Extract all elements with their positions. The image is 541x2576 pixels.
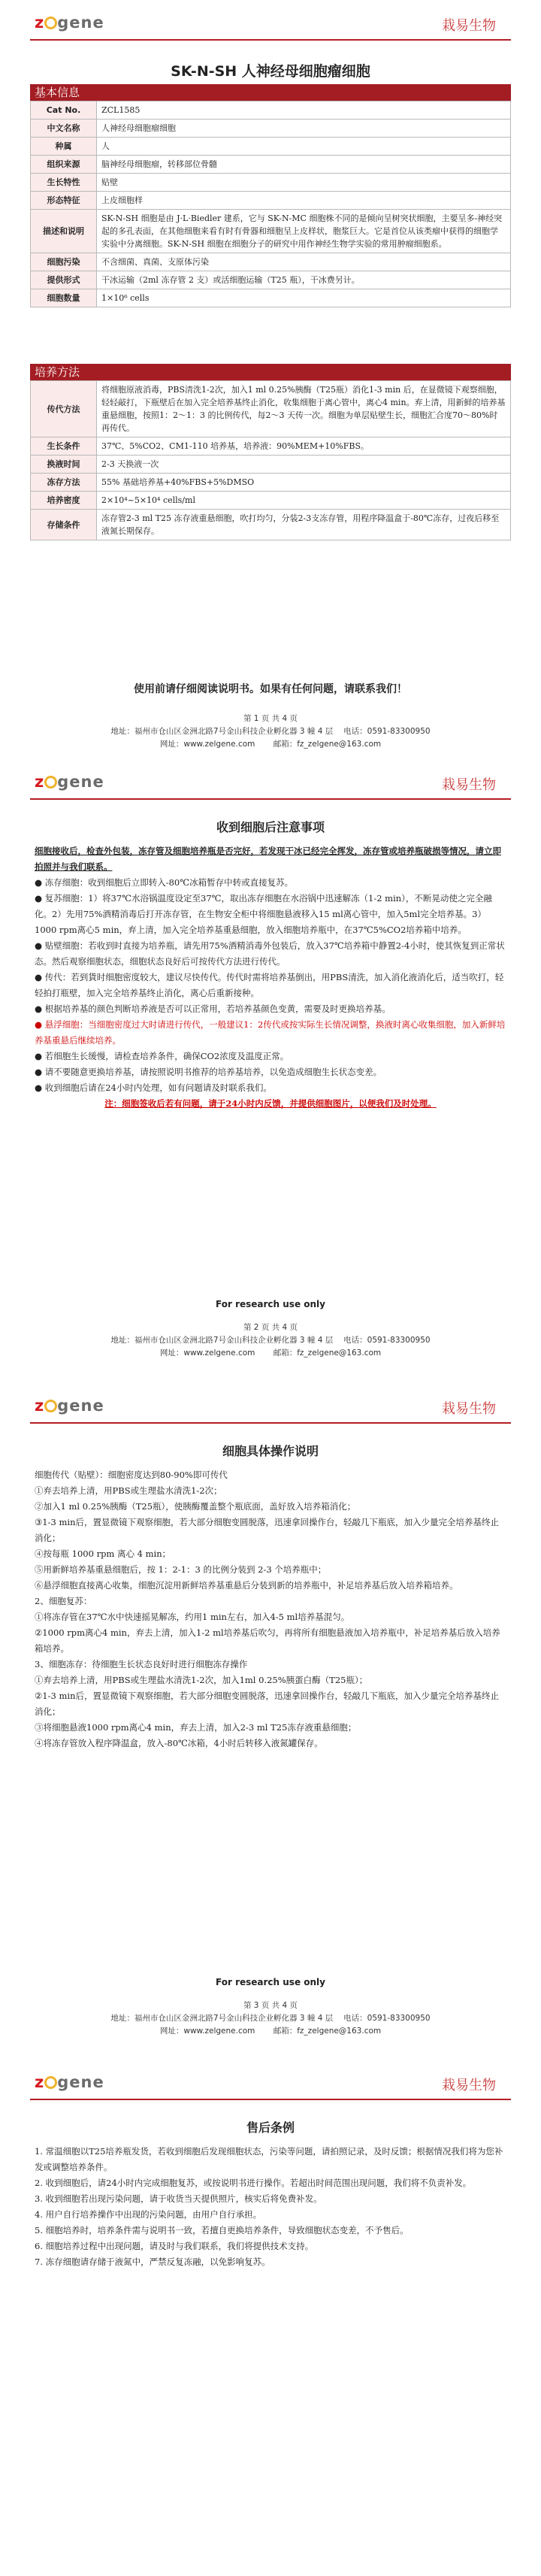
row-key: 生长特性 xyxy=(31,174,97,192)
page-number: 第 1 页 共 4 页 xyxy=(243,714,298,723)
op-line: ②加入1 ml 0.25%胰酶（T25瓶），使胰酶覆盖整个瓶底面，盖好放入培养箱消化； xyxy=(35,1501,356,1512)
row-key: 形态特征 xyxy=(31,192,97,210)
op-line: ①弃去培养上清，用PBS或生理盐水清洗1-2次； xyxy=(35,1485,222,1496)
row-key: 中文名称 xyxy=(31,120,97,138)
page-footer xyxy=(0,1321,541,1360)
section-basic-info: 基本信息 xyxy=(30,84,511,101)
page-number: 第 2 页 共 4 页 xyxy=(243,1323,298,1332)
table-row xyxy=(31,210,511,253)
research-use-only: For research use only xyxy=(216,1299,325,1309)
logo-ring-icon xyxy=(44,17,57,29)
notice-line: ● 收到细胞后请在24小时内处理，如有问题请及时联系我们。 xyxy=(35,1082,272,1093)
table-row xyxy=(31,101,511,120)
row-value: SK-N-SH 细胞是由 J·L·Biedler 建系，它与 SK-N-MC 细胞株不同的是倾向呈树突状细胞，主要呈多-神经突起的多孔表面，在其他细胞来看有时有骨器和细胞呈上皮样状，胞浆巨大。它是首位从该类瘤中获得的细胞学实验中分离细胞。SK-N-SH 细胞在细胞分子的研究中用作神经生物学实验的常用肿瘤细胞系。 xyxy=(97,210,511,253)
page-footer xyxy=(0,713,541,751)
header-divider xyxy=(30,39,511,41)
policy-line: 5. 细胞培养时，培养条件需与说明书一致，若擅自更换培养条件，导致细胞状态变差，不予售后。 xyxy=(35,2225,409,2235)
operation-body xyxy=(35,1467,506,1751)
policy-line: 4. 用户自行培养操作中出现的污染问题，由用户自行承担。 xyxy=(35,2209,262,2220)
after-sales-body xyxy=(35,2144,506,2270)
op-line: ①将冻存管在37℃水中快速摇晃解冻，约用1 min左右，加入4-5 ml培养基混匀。 xyxy=(35,1612,350,1622)
header-divider xyxy=(30,1422,511,1424)
notice-line: ● 传代：若到貨时细胞密度较大，建议尽快传代。传代时需将培养基倒出，用PBS清洗，加入消化液消化后，适当吹打，轻轻拍打瓶壁，加入完全培养基终止消化，离心后重新接种。 xyxy=(35,972,504,998)
page-2 xyxy=(0,759,541,1383)
row-value: 将细胞原液消毒，PBS清洗1-2次，加入1 ml 0.25%胰酶（T25瓶）消化1-3 min 后，在显微镜下观察细胞，轻轻敲打，下瓶壁后在加入完全培养基终止消化，收集细胞于离心管中，离心4 min。弃上清，用新鲜的培养基重悬细胞，按照1：2～1：3 的比例传代，每2～3 天传一次。细胞为单层贴壁生长，细胞汇合度70～80%时再传代。 xyxy=(97,381,511,437)
row-key: Cat No. xyxy=(31,101,97,120)
table-row xyxy=(31,271,511,289)
notice-line: ● 冻存细胞：收到细胞后立即转入-80℃冰箱暂存中转或直接复苏。 xyxy=(35,877,294,888)
logo-ring-icon xyxy=(44,1400,57,1412)
op-line: 2、细胞复苏： xyxy=(35,1596,92,1606)
row-value: 脑神经母细胞瘤，转移部位骨髓 xyxy=(97,156,511,174)
footer-address: 地址：福州市仓山区金洲北路7号金山科技企业孵化器 3 幢 4 层 电话：0591-83300950 xyxy=(110,1336,431,1345)
notice-line: ● 若细胞生长缓慢，请检查培养条件，确保CO2浓度及温度正常。 xyxy=(35,1051,289,1061)
page-header xyxy=(0,0,541,45)
row-key: 提供形式 xyxy=(31,271,97,289)
footer-web: 网址：www.zelgene.com 邮箱：fz_zelgene@163.com xyxy=(159,740,382,749)
page-header xyxy=(0,759,541,804)
section-culture-method: 培养方法 xyxy=(30,364,511,380)
brand-name: 栽易生物 xyxy=(442,2078,496,2093)
op-line: 细胞传代（贴壁）：细胞密度达到80-90%即可传代 xyxy=(35,1470,228,1480)
notice-line: ● 请不要随意更换培养基，请按照说明书推荐的培养基培养，以免造成细胞生长状态变差。 xyxy=(35,1067,382,1077)
culture-table xyxy=(30,380,511,540)
row-key: 存储条件 xyxy=(31,510,97,540)
op-line: ⑤用新鲜培养基重悬细胞后，按 1：2-1：3 的比例分装到 2-3 个培养瓶中； xyxy=(35,1564,327,1575)
table-row xyxy=(31,456,511,474)
page-title: 售后条例 xyxy=(246,2120,295,2135)
row-key: 培养密度 xyxy=(31,492,97,510)
footer-web: 网址：www.zelgene.com 邮箱：fz_zelgene@163.com xyxy=(159,1349,382,1358)
row-key: 种属 xyxy=(31,138,97,156)
row-value: 人 xyxy=(97,138,511,156)
brand-name: 栽易生物 xyxy=(442,777,496,793)
page-header xyxy=(0,2060,541,2105)
footer-web: 网址：www.zelgene.com 邮箱：fz_zelgene@163.com xyxy=(159,2027,382,2036)
notice-line: 细胞接收后，检查外包装，冻存管及细胞培养瓶是否完好，若发现干冰已经完全挥发，冻存管或培养瓶破损等情况，请立即拍照并与我们联系。 xyxy=(35,846,501,872)
table-row xyxy=(31,253,511,271)
notice-line: ● 复苏细胞：1）将37℃水浴锅温度设定至37℃，取出冻存细胞在水浴锅中迅速解冻（1-2 min），不断晃动使之完全融化。2）先用75%酒精消毒后打开冻存管，在生物安全柜中将细胞悬液移入15 ml离心管中，加入5ml完全培养基。3）1000 rpm离心5 min，弃上清，加入完全培养基重悬细胞，放入细胞培养瓶中，在37℃5%CO2培养箱中培养。 xyxy=(35,893,492,935)
header-divider xyxy=(30,798,511,800)
zelgene-logo: z gene xyxy=(35,773,104,791)
row-key: 细胞污染 xyxy=(31,253,97,271)
row-value: 冻存管2-3 ml T25 冻存液重悬细胞，吹打均匀，分装2-3支冻存管，用程序降温盒于-80℃冻存，过夜后移至液氮长期保存。 xyxy=(97,510,511,540)
zelgene-logo: z gene xyxy=(35,1397,104,1415)
row-value: 55% 基础培养基+40%FBS+5%DMSO xyxy=(97,474,511,492)
notice-line: ● 悬浮细胞：当细胞密度过大时请进行传代，一般建议1：2传代或按实际生长情况调整，换液时离心收集细胞，加入新鲜培养基重悬后继续培养。 xyxy=(35,1019,506,1046)
page-footer xyxy=(0,1999,541,2038)
research-use-only: For research use only xyxy=(216,1977,325,1987)
notice-line: ● 贴壁细胞：若收到时直接为培养瓶，请先用75%酒精消毒外包装后，放入37℃培养箱中静置2-4小时，使其恢复到正常状态。然后观察细胞状态，细胞状态良好后可按传代方法进行传代。 xyxy=(35,940,505,967)
row-value: 2-3 天换液一次 xyxy=(97,456,511,474)
op-line: ④按每瓶 1000 rpm 离心 4 min； xyxy=(35,1548,171,1559)
row-value: 2×10⁴~5×10⁴ cells/ml xyxy=(97,492,511,510)
table-row xyxy=(31,474,511,492)
logo-ring-icon xyxy=(44,2076,57,2089)
policy-line: 7. 冻存细胞请存储于液氮中，严禁反复冻融，以免影响复苏。 xyxy=(35,2257,270,2267)
page-header xyxy=(0,1383,541,1428)
table-row xyxy=(31,120,511,138)
table-row xyxy=(31,174,511,192)
op-line: ③将细胞悬液1000 rpm离心4 min，弃去上清，加入2-3 ml T25冻存液重悬细胞； xyxy=(35,1722,357,1733)
table-row xyxy=(31,381,511,437)
row-key: 组织来源 xyxy=(31,156,97,174)
row-value: 1×10⁶ cells xyxy=(97,289,511,307)
header-divider xyxy=(30,2099,511,2100)
notice-body xyxy=(35,843,506,1112)
table-row xyxy=(31,156,511,174)
policy-line: 3. 收到细胞若出现污染问题，请于收货当天提供照片，核实后将免费补发。 xyxy=(35,2193,322,2204)
op-line: ①弃去培养上清，用PBS或生理盐水清洗1-2次，加入1ml 0.25%胰蛋白酶（T25瓶）； xyxy=(35,1675,368,1685)
page-number: 第 3 页 共 4 页 xyxy=(243,2001,298,2010)
policy-line: 2. 收到细胞后，请24小时内完成细胞复苏，或按说明书进行操作。若超出时间范围出现问题，我们将不负责补发。 xyxy=(35,2178,472,2188)
row-value: 人神经母细胞瘤细胞 xyxy=(97,120,511,138)
table-row xyxy=(31,437,511,456)
brand-name: 栽易生物 xyxy=(442,1401,496,1417)
row-value: ZCL1585 xyxy=(97,101,511,120)
read-manual-note: 使用前请仔细阅读说明书。如果有任何问题，请联系我们！ xyxy=(134,683,407,695)
op-line: ④将冻存管放入程序降温盒，放入-80℃冰箱，4小时后转移入液氮罐保存。 xyxy=(35,1738,323,1748)
basic-info-table xyxy=(30,101,511,307)
page-title: 收到细胞后注意事项 xyxy=(216,820,325,834)
row-key: 描述和说明 xyxy=(31,210,97,253)
notice-line: ● 根据培养基的颜色判断培养液是否可以正常用，若培养基颜色变黄，需要及时更换培养基。 xyxy=(35,1003,391,1014)
table-row xyxy=(31,192,511,210)
notice-line: 注：细胞签收后若有问题，请于24小时内反馈，并提供细胞图片，以便我们及时处理。 xyxy=(104,1098,437,1109)
table-row xyxy=(31,289,511,307)
op-line: ⑥悬浮细胞直接离心收集，细胞沉淀用新鲜培养基重悬后分装到新的培养瓶中，补足培养基后放入培养箱培养。 xyxy=(35,1580,458,1591)
op-line: ③1-3 min后，置显微镜下观察细胞，若大部分细胞变圆脱落，迅速拿回操作台，轻敲几下瓶底，加入少量完全培养基终止消化； xyxy=(35,1517,499,1543)
page-4 xyxy=(0,2060,541,2576)
page-3 xyxy=(0,1383,541,2060)
footer-address: 地址：福州市仓山区金洲北路7号金山科技企业孵化器 3 幢 4 层 电话：0591-83300950 xyxy=(110,727,431,736)
op-line: 3、细胞冻存：待细胞生长状态良好时进行细胞冻存操作 xyxy=(35,1659,248,1669)
row-key: 换液时间 xyxy=(31,456,97,474)
row-key: 细胞数量 xyxy=(31,289,97,307)
zelgene-logo: z gene xyxy=(35,14,104,32)
op-line: ②1000 rpm离心4 min，弃去上清，加入1-2 ml培养基后吹匀，再将所有细胞悬液加入培养瓶中，补足培养基后放入培养箱培养。 xyxy=(35,1627,500,1654)
row-value: 干冰运输（2ml 冻存管 2 支）或活细胞运输（T25 瓶），干冰费另计。 xyxy=(97,271,511,289)
row-key: 生长条件 xyxy=(31,437,97,456)
page-title: SK-N-SH 人神经母细胞瘤细胞 xyxy=(171,63,370,80)
logo-ring-icon xyxy=(44,776,57,789)
row-value: 37℃、5%CO2、CM1-110 培养基，培养液：90%MEM+10%FBS。 xyxy=(97,437,511,456)
policy-line: 1. 常温细胞以T25培养瓶发货，若收到细胞后发现细胞状态，污染等问题，请拍照记录，及时反馈；根据情况我们将为您补发或调整培养条件。 xyxy=(35,2146,503,2172)
table-row xyxy=(31,492,511,510)
page-title: 细胞具体操作说明 xyxy=(222,1444,319,1458)
zelgene-logo: z gene xyxy=(35,2073,104,2091)
footer-address: 地址：福州市仓山区金洲北路7号金山科技企业孵化器 3 幢 4 层 电话：0591-83300950 xyxy=(110,2014,431,2023)
policy-line: 6. 细胞培养过程中出现问题，请及时与我们联系，我们将提供技术支持。 xyxy=(35,2241,314,2251)
row-value: 贴壁 xyxy=(97,174,511,192)
row-value: 不含细菌、真菌、支原体污染 xyxy=(97,253,511,271)
table-row xyxy=(31,138,511,156)
brand-name: 栽易生物 xyxy=(442,18,496,34)
table-row xyxy=(31,510,511,540)
op-line: ②1-3 min后，置显微镜下观察细胞，若大部分细胞变圆脱落，迅速拿回操作台，轻敲几下瓶底，加入少量完全培养基终止消化； xyxy=(35,1691,499,1717)
page-1 xyxy=(0,0,541,759)
row-key: 冻存方法 xyxy=(31,474,97,492)
row-key: 传代方法 xyxy=(31,381,97,437)
row-value: 上皮细胞样 xyxy=(97,192,511,210)
